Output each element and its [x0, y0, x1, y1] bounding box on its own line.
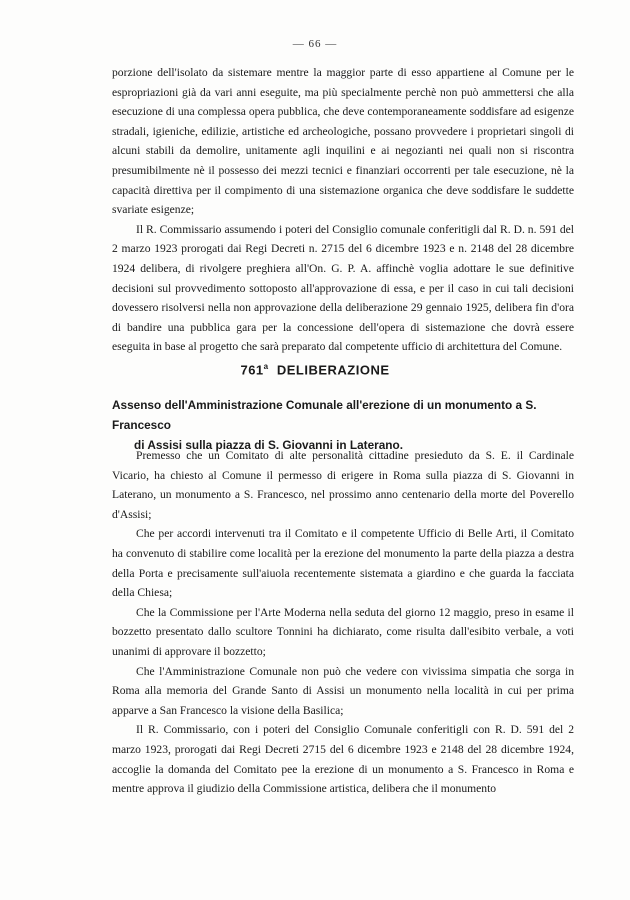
top-text-block: [112, 63, 574, 357]
paragraph: Che la Commissione per l'Arte Moderna nella seduta del giorno 12 maggio, preso in esame il bozzetto presentato dallo scultore Tonnini ha dichiarato, come risulta dall'esibito verbale, a voti unanimi di approvare il bozzetto;: [112, 605, 574, 658]
paragraph: Che l'Amministrazione Comunale non può che vedere con vivissima simpatia che sorga in Roma alla memoria del Grande Santo di Assisi un monumento nella località in cui per prima apparve a San Francesco la visione della Basilica;: [112, 664, 574, 717]
deliberation-word: DELIBERAZIONE: [276, 362, 390, 378]
deliberation-heading: [0, 362, 630, 377]
subtitle-line-2: di Assisi sulla piazza di S. Giovanni in Laterano.: [134, 438, 403, 452]
deliberation-number: 761: [240, 362, 264, 378]
subtitle-line-1: Assenso dell'Amministrazione Comunale all'erezione di un monumento a S. Francesco: [112, 398, 537, 432]
bottom-text-block: [112, 446, 574, 799]
paragraph: Premesso che un Comitato di alte personalità cittadine presieduto da S. E. il Cardinale Vicario, ha chiesto al Comune il permesso di erigere in Roma sulla piazza di S. Giovanni in Laterano, un monumento a S. Francesco, nel prossimo anno centenario della morte del Poverello d'Assisi;: [112, 449, 574, 521]
ordinal-suffix: a: [263, 362, 269, 371]
paragraph: Il R. Commissario, con i poteri del Consiglio Comunale conferitigli con R. D. 591 del 2 marzo 1923, prorogati dai Regi Decreti 2715 del 6 dicembre 1923 e 2148 del 28 dicembre 1924, accoglie la domanda del Comitato pee la erezione di un monumento a S. Francesco in Roma e mentre approva il giudizio della Commissione artistica, delibera che il monumento: [112, 723, 574, 796]
paragraph: Il R. Commissario assumendo i poteri del Consiglio comunale conferitigli dal R. D. n. 591 del 2 marzo 1923 prorogati dai Regi Decreti n. 2715 del 6 dicembre 1923 e n. 2148 del 28 dicembre 1924 delibera, di rivolgere preghiera all'On. G. P. A. affinchè voglia adottare le sue definitive decisioni sul provvedimento sottoposto all'approvazione di essa, e per il caso in cui tali decisioni dovessero risolversi nella non approvazione della deliberazione 29 gennaio 1925, delibera fin d'ora di bandire una pubblica gara per la concessione dell'opera di sistemazione che dovrà essere eseguita in base al progetto che sarà preparato dal competente ufficio di architettura del Comune.: [112, 222, 574, 354]
paragraph: porzione dell'isolato da sistemare mentre la maggior parte di esso appartiene al Comune per le espropriazioni già da vari anni eseguite, ma più specialmente perchè non può ammettersi che alla esecuzione di una complessa opera pubblica, che deve contemporaneamente soddisfare ad esigenze stradali, igieniche, edilizie, artistiche ed archeologiche, possano provvedere i proprietari singoli di alcuni stabili da demolire, unitamente agli inquilini e ai negozianti nei quali non si riscontra presumibilmente nè il possesso dei mezzi tecnici e finanziari occorrenti per tale esecuzione, nè la capacità direttiva per il compimento di una sistemazione organica che deve soddisfare le suddette svariate esigenze;: [112, 66, 574, 217]
page-number: — 66 —: [292, 38, 338, 50]
paragraph: Che per accordi intervenuti tra il Comitato e il competente Ufficio di Belle Arti, il Comitato ha convenuto di stabilire come località per la erezione del monumento la parte della piazza a destra della Porta e precisamente sull'aiuola recentemente sistemata a giardino e che guarda la facciata della Chiesa;: [112, 527, 574, 600]
